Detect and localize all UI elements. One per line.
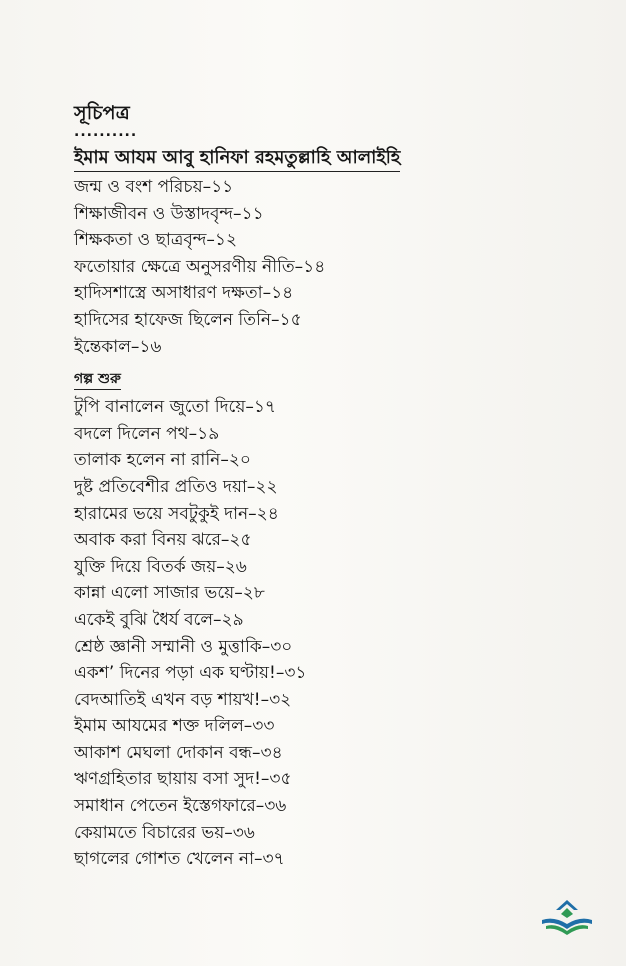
toc-entry: বদলে দিলেন পথ–১৯ [74,423,220,444]
toc-entry: ঋণগ্রহিতার ছায়ায় বসা সুদ!–৩৫ [74,769,292,790]
table-of-contents [74,100,554,873]
toc-entry: বেদআতিই এখন বড় শায়খ!–৩২ [74,689,292,710]
toc-entry: আকাশ মেঘলা দোকান বন্ধ–৩৪ [74,742,283,763]
section-entries-imam [74,174,554,360]
toc-entry: কেয়ামতে বিচারের ভয়–৩৬ [74,822,255,843]
toc-entry: টুপি বানালেন জুতো দিয়ে–১৭ [74,397,276,418]
toc-entry: একেই বুঝি ধৈর্য বলে–২৯ [74,609,244,630]
toc-entry: একশ’ দিনের পড়া এক ঘণ্টায়!–৩১ [74,663,307,684]
publisher-logo-icon [538,898,596,938]
toc-entry: জন্ম ও বংশ পরিচয়–১১ [74,177,234,197]
toc-entry: যুক্তি দিয়ে বিতর্ক জয়–২৬ [74,556,247,577]
toc-entry: শ্রেষ্ঠ জ্ঞানী সম্মানী ও মুত্তাকি–৩০ [74,636,293,657]
toc-entry: দুষ্ট প্রতিবেশীর প্রতিও দয়া–২২ [74,476,278,497]
toc-entry: হাদিসশাস্ত্রে অসাধারণ দক্ষতা–১৪ [74,283,294,304]
section-heading-imam: ইমাম আযম আবু হানিফা রহমতুল্লাহি আলাইহি [74,146,400,172]
title-dots: .......... [74,124,138,140]
toc-entry: ছাগলের গোশত খেলেন না–৩৭ [74,849,285,870]
toc-entry: সমাধান পেতেন ইস্তেগফারে–৩৬ [74,796,287,817]
toc-entry: ইমাম আযমের শক্ত দলিল–৩৩ [74,716,275,737]
section-heading-stories: গল্প শুরু [74,370,121,390]
toc-entry: শিক্ষাজীবন ও উস্তাদবৃন্দ–১১ [74,203,264,224]
toc-entry: হারামের ভয়ে সবটুকুই দান–২৪ [74,503,279,524]
toc-entry: তালাক হলেন না রানি–২০ [74,450,251,471]
toc-title: সূচিপত্র [74,102,130,124]
toc-entry: কান্না এলো সাজার ভয়ে–২৮ [74,583,265,604]
toc-entry: অবাক করা বিনয় ঝরে–২৫ [74,530,252,551]
toc-entry: ফতোয়ার ক্ষেত্রে অনুসরণীয় নীতি–১৪ [74,256,326,277]
toc-entry: হাদিসের হাফেজ ছিলেন তিনি–১৫ [74,309,302,330]
toc-entry: শিক্ষকতা ও ছাত্রবৃন্দ–১২ [74,230,238,251]
section-entries-stories [74,394,554,873]
toc-entry: ইন্তেকাল–১৬ [74,336,162,357]
